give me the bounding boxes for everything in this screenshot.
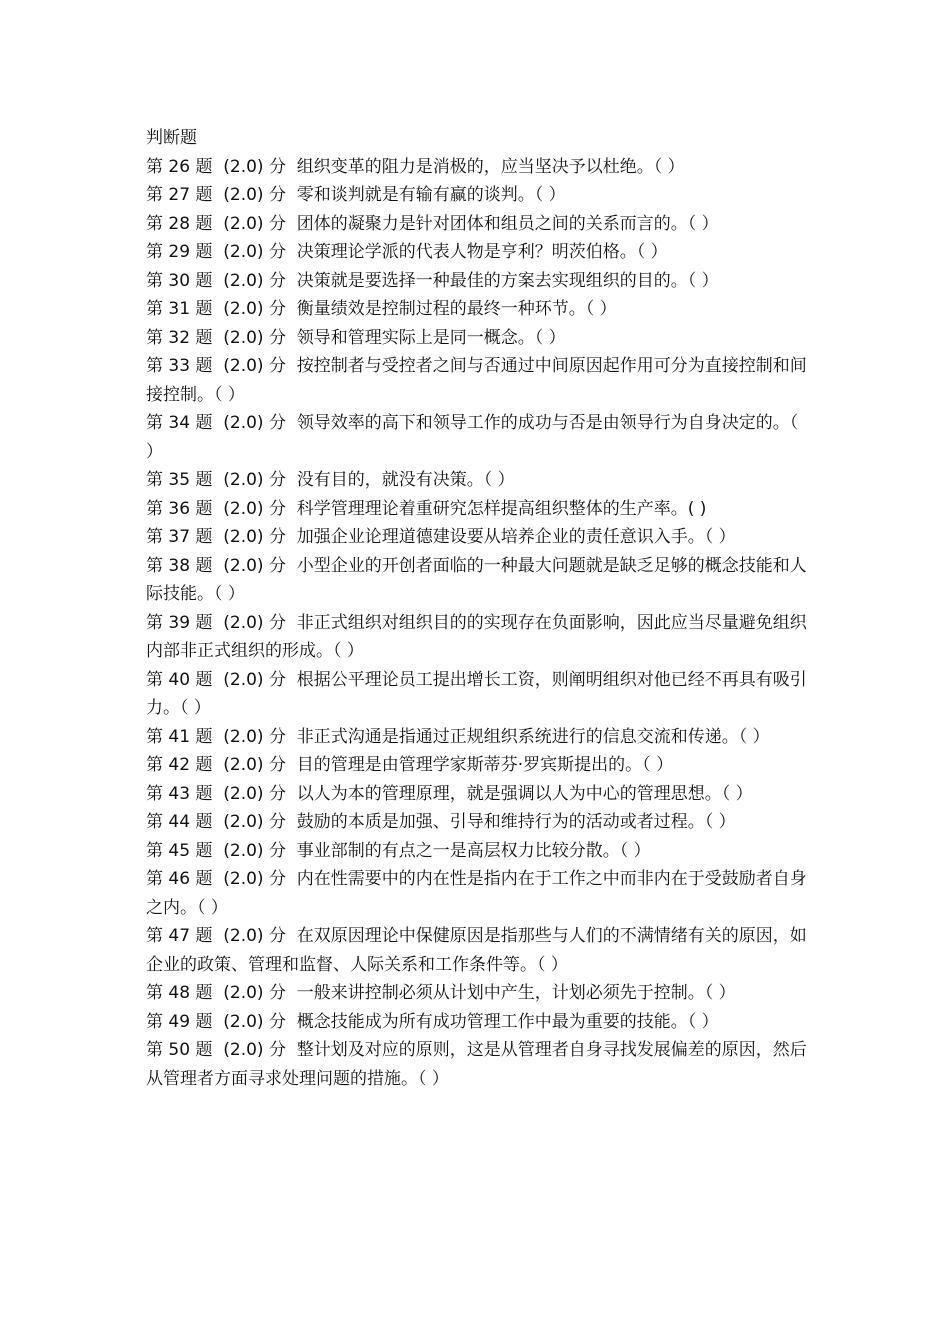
question-text: 决策理论学派的代表人物是亨利？明茨伯格。（ ）	[296, 242, 668, 262]
question-item	[146, 153, 810, 182]
question-number: 第 45 题 (2.0) 分	[146, 840, 297, 861]
question-item	[146, 609, 810, 666]
question-number: 第 44 题 (2.0) 分	[146, 812, 297, 832]
question-number: 第 28 题 (2.0) 分	[146, 213, 297, 234]
question-item	[146, 552, 810, 609]
question-number: 第 48 题 (2.0) 分	[146, 983, 297, 1003]
section-title: 判断题	[146, 128, 197, 148]
question-text: 在双原因理论中保健原因是指那些与人们的不满情绪有关的原因，如企业的政策、管理和监督、人际关系和工作条件等。（ ）	[146, 926, 807, 975]
question-text: 组织变革的阻力是消极的，应当坚决予以杜绝。（ ）	[296, 156, 685, 177]
question-item	[146, 979, 810, 1008]
question-item	[146, 324, 810, 353]
question-list	[146, 153, 810, 1094]
question-number: 第 47 题 (2.0) 分	[146, 926, 297, 946]
question-number: 第 37 题 (2.0) 分	[146, 527, 297, 547]
question-item	[146, 210, 810, 239]
question-text: 根据公平理论员工提出增长工资，则阐明组织对他已经不再具有吸引力。（ ）	[146, 669, 807, 718]
question-item	[146, 865, 810, 922]
question-number: 第 32 题 (2.0) 分	[146, 327, 297, 348]
question-item	[146, 352, 810, 409]
question-text: 鼓励的本质是加强、引导和维持行为的活动或者过程。（ ）	[296, 812, 736, 832]
question-item	[146, 181, 810, 210]
question-text: 决策就是要选择一种最佳的方案去实现组织的目的。（ ）	[296, 270, 719, 291]
question-text: 科学管理理论着重研究怎样提高组织整体的生产率。( )	[296, 498, 707, 519]
question-number: 第 29 题 (2.0) 分	[146, 242, 297, 262]
question-number: 第 43 题 (2.0) 分	[146, 783, 297, 804]
question-item	[146, 666, 810, 723]
question-number: 第 41 题 (2.0) 分	[146, 726, 297, 747]
question-text: 衡量绩效是控制过程的最终一种环节。（ ）	[296, 299, 617, 319]
question-item	[146, 922, 810, 979]
question-item	[146, 238, 810, 267]
question-number: 第 33 题 (2.0) 分	[146, 356, 297, 376]
question-number: 第 35 题 (2.0) 分	[146, 470, 297, 490]
question-item	[146, 808, 810, 837]
question-item	[146, 409, 810, 466]
question-number: 第 49 题 (2.0) 分	[146, 1011, 297, 1032]
question-text: 事业部制的有点之一是高层权力比较分散。（ ）	[296, 840, 651, 861]
question-item	[146, 1008, 810, 1037]
question-text: 以人为本的管理原理，就是强调以人为中心的管理思想。（ ）	[296, 783, 753, 804]
question-text: 概念技能成为所有成功管理工作中最为重要的技能。（ ）	[296, 1011, 719, 1032]
question-number: 第 27 题 (2.0) 分	[146, 185, 297, 205]
question-item	[146, 723, 810, 752]
question-item	[146, 780, 810, 809]
document-page	[146, 124, 810, 1093]
question-text: 小型企业的开创者面临的一种最大问题就是缺乏足够的概念技能和人际技能。（ ）	[146, 555, 807, 604]
question-number: 第 31 题 (2.0) 分	[146, 299, 297, 319]
question-number: 第 36 题 (2.0) 分	[146, 498, 297, 519]
question-text: 按控制者与受控者之间与否通过中间原因起作用可分为直接控制和间接控制。（ ）	[146, 356, 807, 405]
question-number: 第 26 题 (2.0) 分	[146, 156, 297, 177]
question-number: 第 40 题 (2.0) 分	[146, 669, 297, 690]
question-text: 团体的凝聚力是针对团体和组员之间的关系而言的。（ ）	[296, 213, 719, 234]
question-number: 第 42 题 (2.0) 分	[146, 755, 297, 775]
question-text: 没有目的，就没有决策。（ ）	[296, 470, 515, 490]
question-item	[146, 495, 810, 524]
question-item	[146, 267, 810, 296]
question-text: 领导效率的高下和领导工作的成功与否是由领导行为自身决定的。（ ）	[146, 413, 799, 462]
question-text: 加强企业论理道德建设要从培养企业的责任意识入手。（ ）	[296, 527, 736, 547]
question-text: 领导和管理实际上是同一概念。（ ）	[296, 327, 566, 348]
question-text: 整计划及对应的原则，这是从管理者自身寻找发展偏差的原因，然后从管理者方面寻求处理问题的措施。（ ）	[146, 1040, 807, 1089]
question-item	[146, 751, 810, 780]
question-number: 第 30 题 (2.0) 分	[146, 270, 297, 291]
question-number: 第 38 题 (2.0) 分	[146, 555, 297, 576]
question-number: 第 34 题 (2.0) 分	[146, 413, 297, 433]
question-item	[146, 837, 810, 866]
question-number: 第 39 题 (2.0) 分	[146, 612, 297, 633]
question-item	[146, 523, 810, 552]
question-number: 第 50 题 (2.0) 分	[146, 1040, 297, 1060]
question-number: 第 46 题 (2.0) 分	[146, 869, 297, 889]
question-item	[146, 466, 810, 495]
question-text: 非正式组织对组织目的的实现存在负面影响，因此应当尽量避免组织内部非正式组织的形成。（ ）	[146, 612, 807, 661]
question-text: 内在性需要中的内在性是指内在于工作之中而非内在于受鼓励者自身之内。（ ）	[146, 869, 807, 918]
question-text: 一般来讲控制必须从计划中产生，计划必须先于控制。（ ）	[296, 983, 736, 1003]
question-item	[146, 1036, 810, 1093]
question-text: 非正式沟通是指通过正规组织系统进行的信息交流和传递。（ ）	[296, 726, 770, 747]
question-text: 零和谈判就是有输有赢的谈判。（ ）	[296, 185, 566, 205]
question-text: 目的管理是由管理学家斯蒂芬·罗宾斯提出的。（ ）	[296, 755, 674, 775]
question-item	[146, 295, 810, 324]
